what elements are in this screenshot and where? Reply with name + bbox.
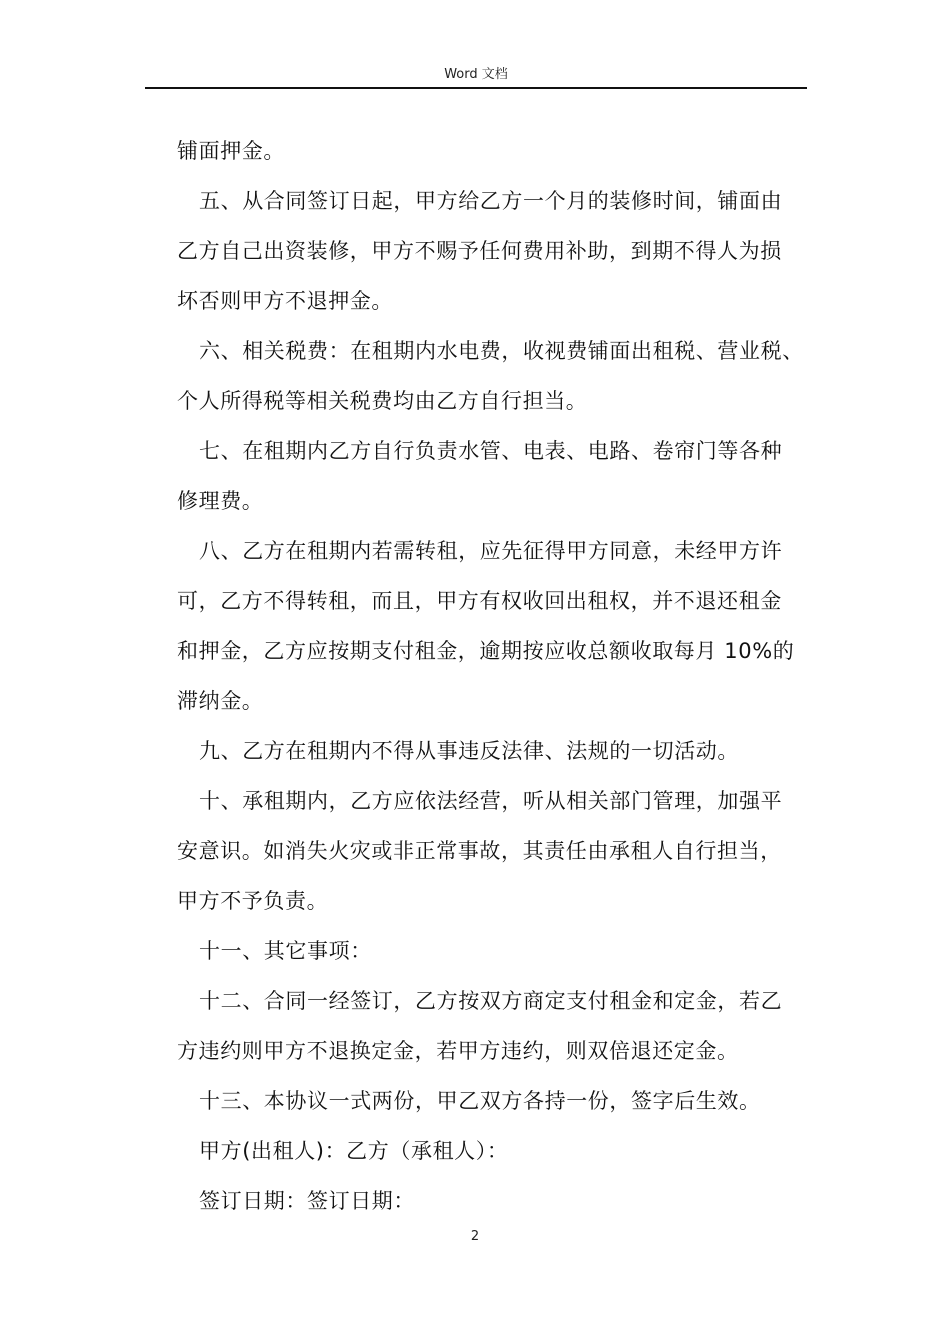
page-number: 2 xyxy=(470,1229,480,1244)
paragraph-line: 十三、本协议一式两份，甲乙双方各持一份，签字后生效。 xyxy=(199,1089,761,1113)
paragraph-line: 铺面押金。 xyxy=(177,139,285,163)
paragraph-line: 方违约则甲方不退换定金，若甲方违约，则双倍退还定金。 xyxy=(177,1039,739,1063)
paragraph-line: 十一、其它事项： xyxy=(199,939,372,963)
paragraph-line: 滞纳金。 xyxy=(177,689,264,713)
paragraph-line: 十、承租期内，乙方应依法经营，听从相关部门管理，加强平 xyxy=(199,789,783,813)
paragraph-line: 修理费。 xyxy=(177,489,264,513)
paragraph-line: 八、乙方在租期内若需转租，应先征得甲方同意，未经甲方许 xyxy=(199,539,783,563)
paragraph-line: 十二、合同一经签订，乙方按双方商定支付租金和定金，若乙 xyxy=(199,989,783,1013)
paragraph-line: 甲方不予负责。 xyxy=(177,889,329,913)
paragraph-line: 和押金，乙方应按期支付租金，逾期按应收总额收取每月 10%的 xyxy=(177,639,795,663)
paragraph-line: 七、在租期内乙方自行负责水管、电表、电路、卷帘门等各种 xyxy=(199,439,783,463)
paragraph-line: 甲方(出租人)：乙方（承租人）： xyxy=(199,1139,509,1163)
paragraph-line: 签订日期：签订日期： xyxy=(199,1189,415,1213)
paragraph-line: 九、乙方在租期内不得从事违反法律、法规的一切活动。 xyxy=(199,739,739,763)
paragraph-line: 坏否则甲方不退押金。 xyxy=(177,289,393,313)
page-header: Word 文档 xyxy=(444,67,508,82)
document-body xyxy=(177,126,809,1226)
paragraph-line: 六、相关税费：在租期内水电费，收视费铺面出租税、营业税、 xyxy=(199,339,804,363)
paragraph-line: 个人所得税等相关税费均由乙方自行担当。 xyxy=(177,389,588,413)
paragraph-line: 五、从合同签订日起，甲方给乙方一个月的装修时间，铺面由 xyxy=(199,189,783,213)
paragraph-line: 安意识。如消失火灾或非正常事故，其责任由承租人自行担当， xyxy=(177,839,782,863)
paragraph-line: 可，乙方不得转租，而且，甲方有权收回出租权，并不退还租金 xyxy=(177,589,782,613)
header-rule xyxy=(145,87,807,89)
paragraph-line: 乙方自己出资装修，甲方不赐予任何费用补助，到期不得人为损 xyxy=(177,239,782,263)
